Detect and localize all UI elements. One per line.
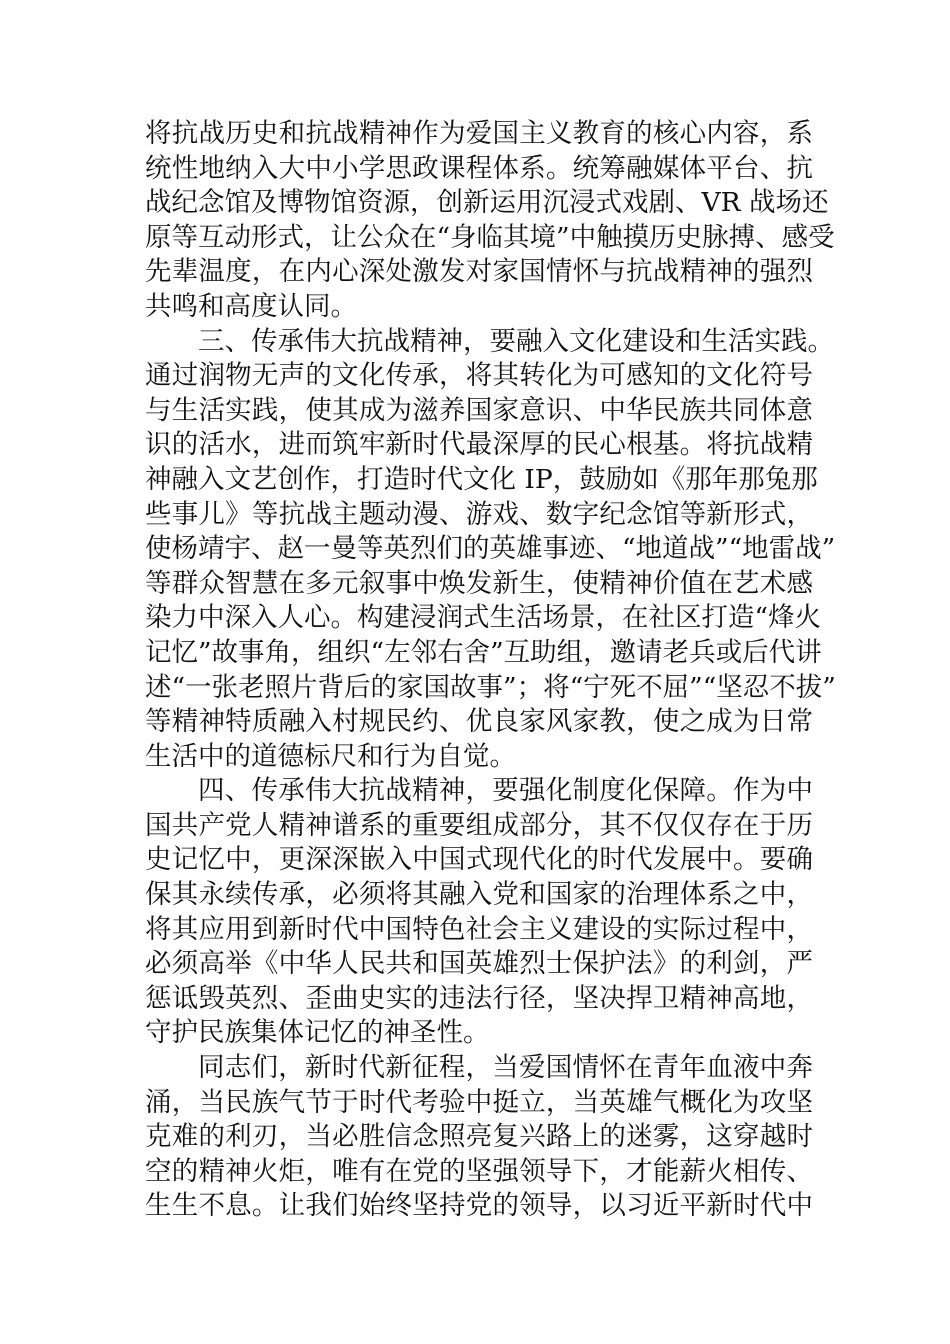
text-line: 守护民族集体记忆的神圣性。	[145, 1017, 490, 1049]
text-line: 史记忆中，更深深嵌入中国式现代化的时代发展中。要确	[145, 844, 813, 876]
text-line: 识的活水，进而筑牢新时代最深厚的民心根基。将抗战精	[145, 429, 813, 461]
text-line: 保其永续传承，必须将其融入党和国家的治理体系之中，	[145, 879, 813, 911]
body-text	[145, 117, 836, 1224]
text-line: 记忆”故事角，组织“左邻右舍”互助组，邀请老兵或后代讲	[145, 636, 822, 668]
text-line: 生活中的道德标尺和行为自觉。	[145, 740, 516, 772]
text-line: 共鸣和高度认同。	[145, 290, 357, 322]
text-line: 与生活实践，使其成为滋养国家意识、中华民族共同体意	[145, 394, 813, 426]
text-line: 将其应用到新时代中国特色社会主义建设的实际过程中，	[145, 913, 813, 945]
text-line: 国共产党人精神谱系的重要组成部分，其不仅仅存在于历	[145, 809, 813, 841]
text-line: 战纪念馆及博物馆资源，创新运用沉浸式戏剧、VR 战场还	[145, 187, 829, 219]
text-line: 等群众智慧在多元叙事中焕发新生，使精神价值在艺术感	[145, 567, 813, 599]
text-line: 必须高举《中华人民共和国英雄烈士保护法》的利剑，严	[145, 948, 813, 980]
text-line: 通过润物无声的文化传承，将其转化为可感知的文化符号	[145, 360, 813, 392]
text-line: 统性地纳入大中小学思政课程体系。统筹融媒体平台、抗	[145, 152, 813, 184]
text-line: 述“一张老照片背后的家国故事”；将“宁死不屈”“坚忍不拔”	[145, 671, 836, 703]
text-line: 等精神特质融入村规民约、优良家风家教，使之成为日常	[145, 706, 813, 738]
text-line: 惩诋毁英烈、歪曲史实的违法行径，坚决捍卫精神高地，	[145, 982, 813, 1014]
text-line: 些事儿》等抗战主题动漫、游戏、数字纪念馆等新形式，	[145, 498, 813, 530]
text-line: 空的精神火炬，唯有在党的坚强领导下，才能薪火相传、	[145, 1155, 813, 1187]
text-line: 染力中深入人心。构建浸润式生活场景，在社区打造“烽火	[145, 602, 822, 634]
section-heading-line: 三、传承伟大抗战精神，要融入文化建设和生活实践。	[198, 325, 834, 357]
text-line: 先辈温度，在内心深处激发对家国情怀与抗战精神的强烈	[145, 256, 813, 288]
text-line: 使杨靖宇、赵一曼等英烈们的英雄事迹、“地道战”“地雷战”	[145, 533, 836, 565]
section-heading-line: 四、传承伟大抗战精神，要强化制度化保障。作为中	[198, 775, 813, 807]
text-line: 神融入文艺创作，打造时代文化 IP，鼓励如《那年那兔那	[145, 463, 818, 495]
text-line: 生生不息。让我们始终坚持党的领导，以习近平新时代中	[145, 1190, 813, 1222]
text-line: 将抗战历史和抗战精神作为爱国主义教育的核心内容，系	[145, 118, 813, 149]
text-line: 克难的利刃，当必胜信念照亮复兴路上的迷雾，这穿越时	[145, 1121, 813, 1153]
text-line: 涌，当民族气节于时代考验中挺立，当英雄气概化为攻坚	[145, 1086, 813, 1118]
paragraph-first-line: 同志们，新时代新征程，当爱国情怀在青年血液中奔	[198, 1052, 813, 1084]
text-line: 原等互动形式，让公众在“身临其境”中触摸历史脉搏、感受	[145, 221, 835, 253]
